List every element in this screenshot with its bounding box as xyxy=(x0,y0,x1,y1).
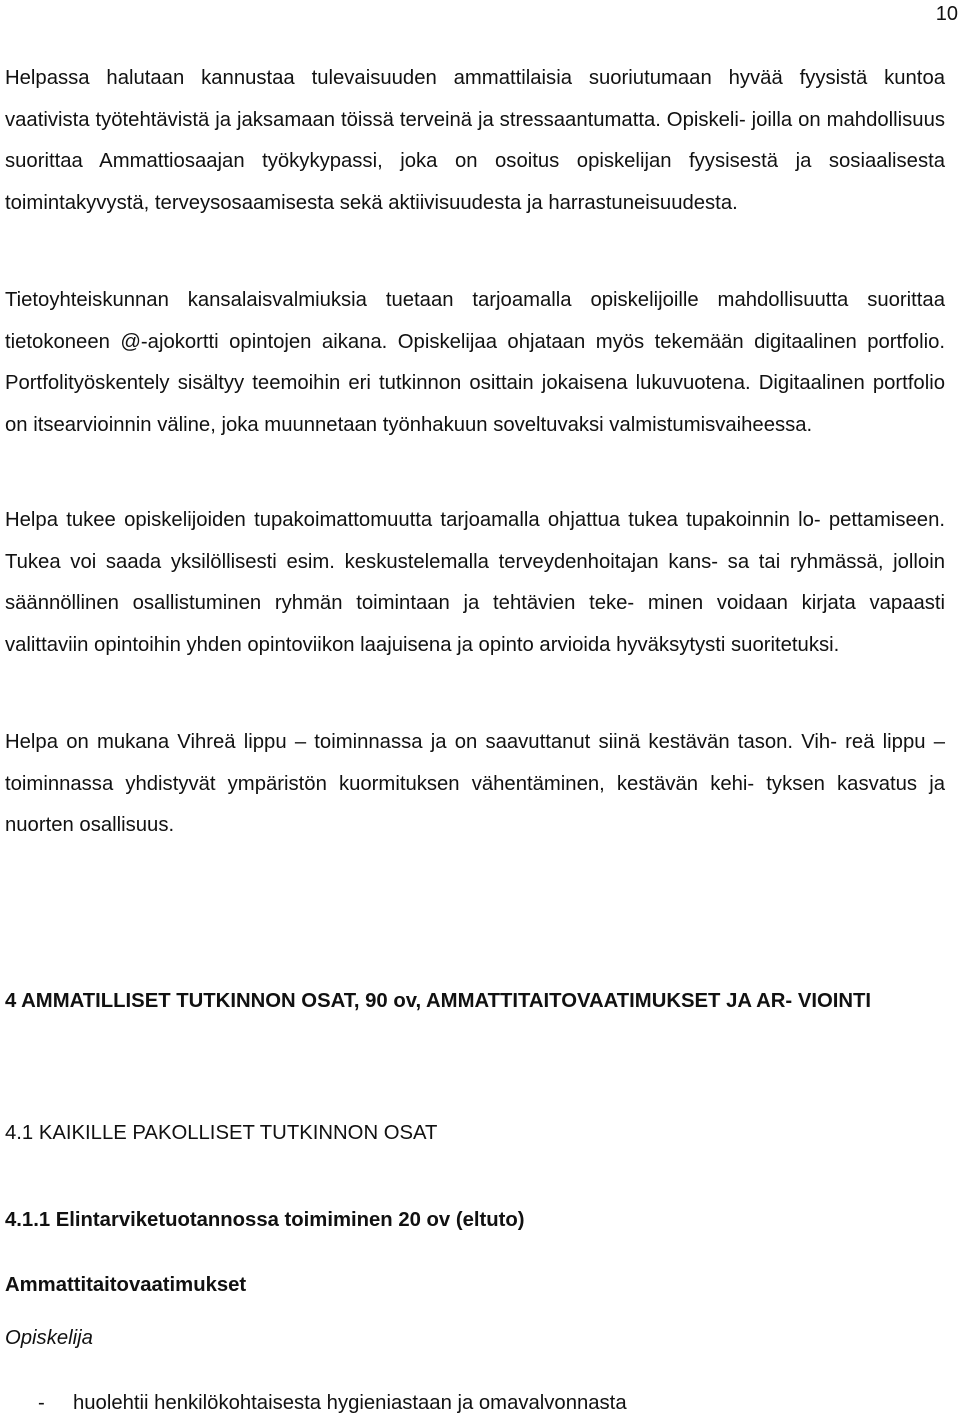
requirements-list xyxy=(5,1383,627,1423)
subsubsection-heading: 4.1.1 Elintarviketuotannossa toimiminen 20 ov (eltuto) xyxy=(5,1209,525,1231)
requirements-heading: Ammattitaitovaatimukset xyxy=(5,1274,247,1296)
paragraph-fitness: Helpassa halutaan kannustaa tulevaisuuden ammattilaisia suoriutumaan hyvää fyysistä kuntoa vaativista työtehtävistä ja jaksamaan töissä terveinä ja stressaantumatta. Opiskeli- joilla on mahdollisuus suorittaa Ammattiosaajan työkykypassi, joka on osoitus opiskelijan fyysisestä ja sosiaalisesta toimintakyvystä, terveysosaamisesta sekä aktiivisuudesta ja harrastuneisuudesta. xyxy=(5,67,945,214)
subsection-heading: 4.1 KAIKILLE PAKOLLISET TUTKINNON OSAT xyxy=(5,1122,438,1144)
paragraph-smoking: Helpa tukee opiskelijoiden tupakoimattomuutta tarjoamalla ohjattua tukea tupakoinnin lo- pettamiseen. Tukea voi saada yksilöllisesti esim. keskustelemalla terveydenhoitajan kans- sa tai ryhmässä, jolloin säännöllinen osallistuminen ryhmän toimintaan ja tehtävien teke- minen voidaan kirjata vapaasti valittaviin opintoihin yhden opintoviikon laajuisena ja opinto arvioida hyväksytysti suoritetuksi. xyxy=(5,509,945,656)
paragraph-green-flag: Helpa on mukana Vihreä lippu – toiminnassa ja on saavuttanut siinä kestävän tason. Vih- reä lippu – toiminnassa yhdistyvät ympäristön kuormituksen vähentäminen, kestävän kehi- tyksen kasvatus ja nuorten osallisuus. xyxy=(5,731,945,836)
list-item xyxy=(5,1383,627,1423)
list-item-text: huolehtii henkilökohtaisesta hygieniastaan ja omavalvonnasta xyxy=(73,1392,627,1414)
list-bullet: - xyxy=(38,1392,45,1414)
page-number: 10 xyxy=(935,3,958,25)
section-heading: 4 AMMATILLISET TUTKINNON OSAT, 90 ov, AMMATTITAITOVAATIMUKSET JA AR- VIOINTI xyxy=(5,990,872,1012)
paragraph-digital-skills: Tietoyhteiskunnan kansalaisvalmiuksia tuetaan tarjoamalla opiskelijoille mahdollisuutta suorittaa tietokoneen @-ajokortti opintojen aikana. Opiskelijaa ohjataan myös tekemään digitaalinen portfolio. Portfolityöskentely sisältyy teemoihin eri tutkinnon osittain jokaisena lukuvuotena. Digitaalinen portfolio on itsearvioinnin väline, joka muunnetaan työnhakuun soveltuvaksi valmistumisvaiheessa. xyxy=(5,289,945,436)
subject-label: Opiskelija xyxy=(5,1327,93,1349)
